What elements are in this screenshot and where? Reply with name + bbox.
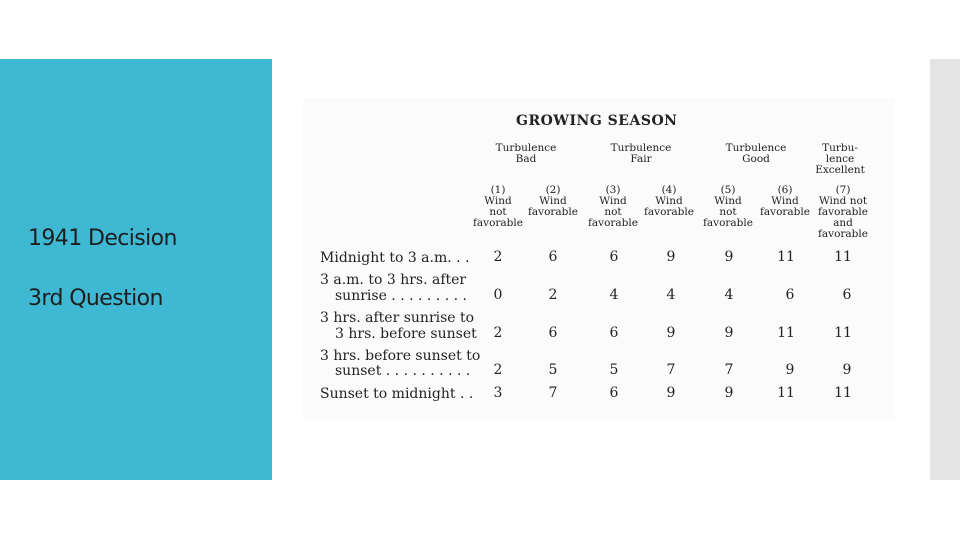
table-title: GROWING SEASON — [516, 113, 678, 129]
slide-subtitle: 3rd Question — [28, 286, 163, 311]
table-cell: 2 — [493, 362, 503, 378]
table-cell: 9 — [666, 249, 676, 265]
table-cell: 9 — [724, 249, 734, 265]
table-cell: 6 — [842, 287, 852, 303]
column-header — [638, 185, 700, 218]
column-header — [522, 185, 584, 218]
row-label-continued: sunset . . . . . . . . . . — [335, 363, 471, 379]
group-line: Turbulence — [495, 142, 557, 154]
table-cell: 7 — [724, 362, 734, 378]
row-label: Sunset to midnight . . — [320, 386, 474, 402]
table-cell: 6 — [785, 287, 795, 303]
group-line: Turbulence — [725, 142, 787, 154]
title-panel — [0, 59, 272, 480]
column-header — [811, 185, 875, 240]
col-num: (3) — [605, 184, 621, 196]
col-line: favorable — [703, 217, 753, 229]
table-cell: 4 — [609, 287, 619, 303]
col-line: favorable — [528, 206, 578, 218]
table-cell: 7 — [666, 362, 676, 378]
table-cell: 6 — [609, 385, 619, 401]
group-line: lence — [825, 153, 855, 165]
col-num: (2) — [545, 184, 561, 196]
row-label: 3 hrs. before sunset to — [320, 348, 481, 364]
col-line: not — [489, 206, 507, 218]
group-line: Bad — [515, 153, 537, 165]
table-cell: 9 — [842, 362, 852, 378]
table-cell: 2 — [493, 325, 503, 341]
group-header-good — [712, 143, 800, 165]
table-cell: 9 — [666, 385, 676, 401]
col-line: Wind — [484, 195, 512, 207]
group-line: Fair — [630, 153, 652, 165]
table-cell: 11 — [834, 325, 852, 341]
col-line: favorable — [588, 217, 638, 229]
table-cell: 0 — [493, 287, 503, 303]
table-cell: 5 — [548, 362, 558, 378]
col-line: Wind not — [818, 195, 868, 207]
table-cell: 5 — [609, 362, 619, 378]
table-cell: 6 — [609, 249, 619, 265]
table-cell: 11 — [834, 249, 852, 265]
table-cell: 9 — [724, 325, 734, 341]
col-num: (6) — [777, 184, 793, 196]
col-line: not — [604, 206, 622, 218]
col-line: Wind — [771, 195, 799, 207]
column-header — [754, 185, 816, 218]
col-num: (5) — [720, 184, 736, 196]
row-label: Midnight to 3 a.m. . . — [320, 250, 470, 266]
column-header — [466, 185, 530, 229]
table-cell: 2 — [493, 249, 503, 265]
row-label: 3 a.m. to 3 hrs. after — [320, 272, 467, 288]
col-line: Wind — [655, 195, 683, 207]
slide-title: 1941 Decision — [28, 226, 177, 251]
table-cell: 6 — [609, 325, 619, 341]
group-header-excellent — [808, 143, 872, 176]
table-cell: 11 — [777, 385, 795, 401]
table-cell: 4 — [666, 287, 676, 303]
group-line: Turbu- — [822, 142, 858, 154]
row-label-continued: sunrise . . . . . . . . . — [335, 288, 467, 304]
column-header — [696, 185, 760, 229]
table-cell: 9 — [666, 325, 676, 341]
table-cell: 7 — [548, 385, 558, 401]
table-cell: 11 — [834, 385, 852, 401]
column-header — [581, 185, 645, 229]
row-label-continued: 3 hrs. before sunset — [335, 326, 477, 342]
table-cell: 11 — [777, 249, 795, 265]
right-edge-bar — [930, 59, 960, 480]
col-line: and — [833, 217, 853, 229]
col-line: favorable — [818, 228, 868, 240]
group-header-bad — [482, 143, 570, 165]
col-num: (7) — [835, 184, 851, 196]
group-line: Good — [742, 153, 770, 165]
col-num: (1) — [490, 184, 506, 196]
row-label: 3 hrs. after sunrise to — [320, 310, 475, 326]
table-cell: 6 — [548, 325, 558, 341]
col-line: not — [719, 206, 737, 218]
table-cell: 6 — [548, 249, 558, 265]
table-cell: 3 — [493, 385, 503, 401]
col-line: favorable — [473, 217, 523, 229]
col-line: Wind — [599, 195, 627, 207]
group-line: Excellent — [815, 164, 865, 176]
col-line: favorable — [644, 206, 694, 218]
group-line: Turbulence — [610, 142, 672, 154]
table-cell: 4 — [724, 287, 734, 303]
table-cell: 9 — [724, 385, 734, 401]
col-line: favorable — [760, 206, 810, 218]
col-line: favorable — [818, 206, 868, 218]
col-line: Wind — [539, 195, 567, 207]
table-cell: 2 — [548, 287, 558, 303]
col-line: Wind — [714, 195, 742, 207]
table-cell: 11 — [777, 325, 795, 341]
col-num: (4) — [661, 184, 677, 196]
group-header-fair — [597, 143, 685, 165]
table-cell: 9 — [785, 362, 795, 378]
